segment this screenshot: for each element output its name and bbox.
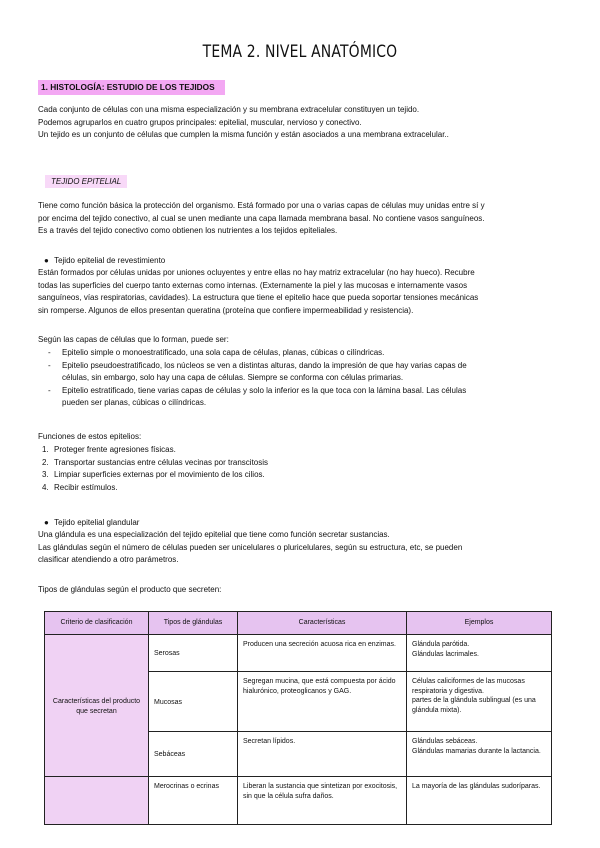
glandular-heading-text: Tejido epitelial glandular bbox=[54, 518, 140, 527]
ejemplo-line: partes de la glándula sublingual (es una glándula mixta). bbox=[412, 697, 536, 714]
table-header: Criterio de clasificación bbox=[45, 612, 149, 635]
capas-intro: Según las capas de células que lo forman, puede ser: bbox=[38, 335, 229, 344]
dash-marker: - bbox=[48, 385, 51, 395]
ejemplo-line: Glándulas mamarias durante la lactancia. bbox=[412, 747, 541, 755]
ejemplo-line: Células caliciformes de las mucosas respiratoria y digestiva. bbox=[412, 678, 525, 695]
ejemplo-line: Glándulas lacrimales. bbox=[412, 650, 479, 658]
list-item bbox=[38, 347, 568, 360]
glandular-heading bbox=[44, 517, 139, 529]
ejemplo-line: Glándula parótida. bbox=[412, 641, 470, 648]
glandular-line: Las glándulas según el número de células pueden ser unicelulares o pluricelulares, según su estructura, etc, se pueden bbox=[38, 542, 463, 552]
list-item bbox=[38, 469, 268, 482]
criterio-cell-empty bbox=[45, 777, 149, 825]
table-header: Ejemplos bbox=[407, 612, 552, 635]
list-item-line: pueden ser planas, cúbicas o cilíndricas. bbox=[62, 398, 207, 407]
list-item-text: Proteger frente agresiones físicas. bbox=[54, 445, 176, 454]
revestimiento-line: Están formados por células unidas por uniones ocluyentes y entre ellas no hay matriz extracelular (no hay hueco). Recubre bbox=[38, 268, 475, 277]
list-item bbox=[38, 385, 568, 410]
caract-cell: Secretan lípidos. bbox=[238, 732, 407, 777]
epitelial-paragraph bbox=[38, 200, 568, 238]
dash-marker: - bbox=[48, 360, 51, 370]
intro-line: Un tejido es un conjunto de células que cumplen la misma función y están asociados a una membrana extracelular.. bbox=[38, 130, 449, 140]
revestimiento-line: sin romperse. Algunos de ellos presentan queratina (proteína que confiere impermeabilidad y resistencia). bbox=[38, 305, 414, 315]
list-item-text: Transportar sustancias entre células vecinas por transcitosis bbox=[54, 457, 269, 467]
revestimiento-line: todas las superficies del cuerpo tanto externas como internas. (Externamente la piel y las mucosas e internamente vasos bbox=[38, 280, 468, 290]
table-row bbox=[45, 777, 552, 825]
ejemplo-line: La mayoría de las glándulas sudoríparas. bbox=[412, 783, 541, 790]
criterio-cell: Características del producto que secretan bbox=[45, 635, 149, 777]
revestimiento-paragraph bbox=[38, 267, 568, 317]
list-item-line: Epitelio simple o monoestratificado, una sola capa de células, planas, cúbicas o cilíndricas. bbox=[62, 348, 385, 357]
glandular-paragraph bbox=[38, 529, 568, 567]
tipo-cell: Sebáceas bbox=[149, 732, 238, 777]
table-row bbox=[45, 635, 552, 672]
intro-line: Podemos agruparlos en cuatro grupos principales: epitelial, muscular, nervioso y conectivo. bbox=[38, 117, 362, 127]
epitelial-line: por encima del tejido conectivo, al cual se unen mediante una capa llamada membrana basal. No contiene vasos sanguíneos. bbox=[38, 213, 485, 223]
list-item-line: Epitelio estratificado, tiene varias capas de células y solo la inferior es la que toca con la lámina basal. Las células bbox=[62, 385, 467, 395]
list-item bbox=[38, 457, 268, 470]
intro-line: Cada conjunto de células con una misma especialización y su membrana extracelular constituyen un tejido. bbox=[38, 105, 420, 114]
list-item bbox=[38, 482, 268, 495]
epitelial-line: Tiene como función básica la protección del organismo. Está formado por una o varias capas de células muy unidas entre sí y bbox=[38, 201, 485, 210]
table-header-row bbox=[45, 612, 552, 635]
revestimiento-heading-text: Tejido epitelial de revestimiento bbox=[54, 256, 166, 265]
funciones-intro: Funciones de estos epitelios: bbox=[38, 432, 142, 441]
bullet-icon: ● bbox=[44, 518, 49, 527]
tipo-cell: Merocrinas o ecrinas bbox=[149, 777, 238, 825]
list-item-line: células, sin embargo, solo hay una capa de células. Siempre se conforma con células primarias. bbox=[62, 373, 404, 382]
intro-paragraph bbox=[38, 104, 568, 142]
tipo-cell: Serosas bbox=[149, 635, 238, 672]
ejemplos-cell bbox=[407, 635, 552, 672]
page-title: TEMA 2. NIVEL ANATÓMICO bbox=[202, 42, 398, 62]
caract-cell: Producen una secreción acuosa rica en enzimas. bbox=[238, 635, 407, 672]
list-number: 4. bbox=[42, 482, 49, 492]
caract-cell: Segregan mucina, que está compuesta por ácido hialurónico, proteoglicanos y GAG. bbox=[238, 672, 407, 732]
subheading-tejido-epitelial: TEJIDO EPITELIAL bbox=[45, 175, 127, 188]
caract-cell: Liberan la sustancia que sintetizan por exocitosis, sin que la célula sufra daños. bbox=[238, 777, 407, 825]
tipos-intro: Tipos de glándulas según el producto que secreten: bbox=[38, 585, 222, 594]
capas-list bbox=[38, 347, 568, 410]
tipo-cell: Mucosas bbox=[149, 672, 238, 732]
list-item bbox=[38, 444, 268, 457]
table-header: Tipos de glándulas bbox=[149, 612, 238, 635]
epitelial-line: Es a través del tejido conectivo como obtienen los nutrientes a los tejidos epiteliales. bbox=[38, 226, 338, 236]
glandulas-table bbox=[44, 611, 552, 825]
list-number: 1. bbox=[42, 445, 49, 454]
ejemplos-cell bbox=[407, 672, 552, 732]
list-number: 3. bbox=[42, 470, 49, 480]
bullet-icon: ● bbox=[44, 256, 49, 265]
dash-marker: - bbox=[48, 348, 51, 357]
ejemplos-cell bbox=[407, 732, 552, 777]
ejemplos-cell bbox=[407, 777, 552, 825]
list-item-line: Epitelio pseudoestratificado, los núcleos se ven a distintas alturas, dando la impresión de que hay varias capas de bbox=[62, 360, 467, 370]
glandular-line: clasificar atendiendo a otro parámetros. bbox=[38, 555, 179, 565]
revestimiento-heading bbox=[44, 255, 165, 267]
section-heading-histologia: 1. HISTOLOGÍA: ESTUDIO DE LOS TEJIDOS bbox=[38, 80, 225, 95]
funciones-list bbox=[38, 444, 268, 494]
table-header: Características bbox=[238, 612, 407, 635]
list-item-text: Recibir estímulos. bbox=[54, 482, 118, 492]
list-number: 2. bbox=[42, 457, 49, 467]
glandular-line: Una glándula es una especialización del tejido epitelial que tiene como función secretar sustancias. bbox=[38, 530, 390, 539]
list-item-text: Limpiar superficies externas por el movimiento de los cilios. bbox=[54, 470, 265, 480]
list-item bbox=[38, 360, 568, 385]
ejemplo-line: Glándulas sebáceas. bbox=[412, 738, 478, 745]
revestimiento-line: sanguíneos, vías respiratorias, cavidades). La estructura que tiene el epitelio hace que pueda soportar tensiones mecánicas bbox=[38, 293, 479, 303]
